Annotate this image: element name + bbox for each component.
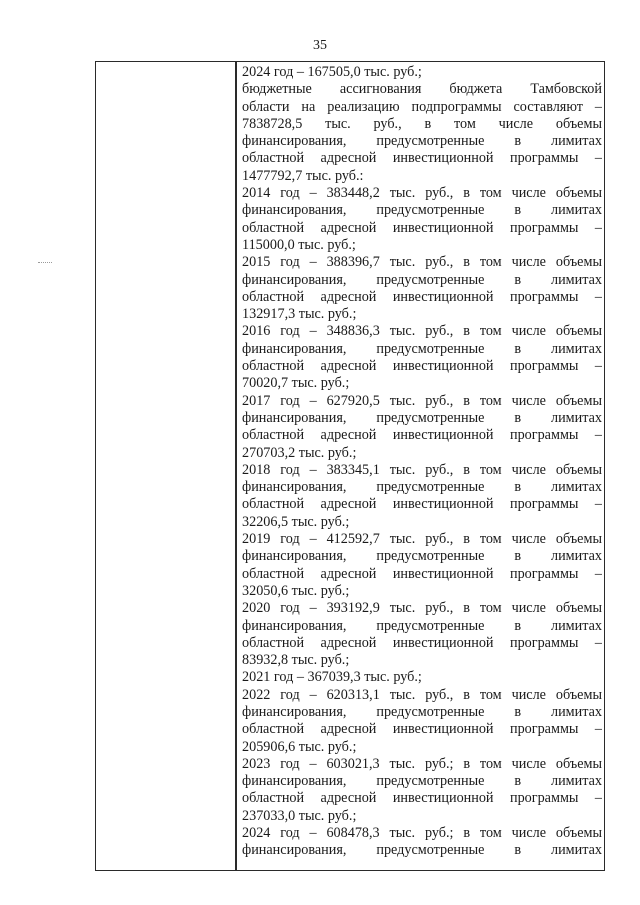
text-line: финансирования, предусмотренные в лимитах xyxy=(242,842,602,859)
text-line: 7838728,5 тыс. руб., в том числе объемы xyxy=(242,115,602,132)
text-line: 83932,8 тыс. руб.; xyxy=(242,652,350,669)
column-divider xyxy=(235,61,237,871)
text-line: финансирования, предусмотренные в лимитах xyxy=(242,133,602,150)
text-line: 32050,6 тыс. руб.; xyxy=(242,582,350,599)
text-line: бюджетные ассигнования бюджета Тамбовской xyxy=(242,81,602,98)
text-line: 2014 год – 383448,2 тыс. руб., в том числе объемы xyxy=(242,185,602,202)
text-line: 2019 год – 412592,7 тыс. руб., в том числе объемы xyxy=(242,531,602,548)
text-line: 2016 год – 348836,3 тыс. руб., в том числе объемы xyxy=(242,323,602,340)
text-line: 2017 год – 627920,5 тыс. руб., в том числе объемы xyxy=(242,392,602,409)
text-line: областной адресной инвестиционной программы – xyxy=(242,358,602,375)
text-line: 2022 год – 620313,1 тыс. руб., в том числе объемы xyxy=(242,686,602,703)
text-line: областной адресной инвестиционной программы – xyxy=(242,150,602,167)
text-line: областной адресной инвестиционной программы – xyxy=(242,219,602,236)
text-line: областной адресной инвестиционной программы – xyxy=(242,427,602,444)
text-line: 132917,3 тыс. руб.; xyxy=(242,306,357,323)
text-line: областной адресной инвестиционной программы – xyxy=(242,288,602,305)
text-line: 270703,2 тыс. руб.; xyxy=(242,444,357,461)
text-line: финансирования, предусмотренные в лимитах xyxy=(242,773,602,790)
text-line: финансирования, предусмотренные в лимитах xyxy=(242,548,602,565)
text-line: 32206,5 тыс. руб.; xyxy=(242,513,350,530)
table-content-cell xyxy=(242,64,602,860)
text-line: областной адресной инвестиционной программы – xyxy=(242,634,602,651)
page-number: 35 xyxy=(313,38,327,53)
text-line: областной адресной инвестиционной программы – xyxy=(242,721,602,738)
text-line: 2021 год – 367039,3 тыс. руб.; xyxy=(242,669,422,686)
text-line: финансирования, предусмотренные в лимитах xyxy=(242,202,602,219)
text-line: 70020,7 тыс. руб.; xyxy=(242,375,350,392)
text-line: 2015 год – 388396,7 тыс. руб., в том числе объемы xyxy=(242,254,602,271)
text-line: 2023 год – 603021,3 тыс. руб.; в том числе объемы xyxy=(242,755,602,772)
text-line: областной адресной инвестиционной программы – xyxy=(242,496,602,513)
text-line: 2018 год – 383345,1 тыс. руб., в том числе объемы xyxy=(242,461,602,478)
text-line: финансирования, предусмотренные в лимитах xyxy=(242,479,602,496)
text-line: 237033,0 тыс. руб.; xyxy=(242,807,357,824)
text-line: областной адресной инвестиционной программы – xyxy=(242,565,602,582)
text-line: 1477792,7 тыс. руб.: xyxy=(242,167,364,184)
text-line: финансирования, предусмотренные в лимитах xyxy=(242,409,602,426)
text-line: финансирования, предусмотренные в лимитах xyxy=(242,271,602,288)
text-line: 2020 год – 393192,9 тыс. руб., в том числе объемы xyxy=(242,600,602,617)
text-line: областной адресной инвестиционной программы – xyxy=(242,790,602,807)
text-line: финансирования, предусмотренные в лимитах xyxy=(242,617,602,634)
text-line: финансирования, предусмотренные в лимитах xyxy=(242,340,602,357)
text-line: 205906,6 тыс. руб.; xyxy=(242,738,357,755)
text-line: 115000,0 тыс. руб.; xyxy=(242,236,356,253)
text-line: 2024 год – 608478,3 тыс. руб.; в том числе объемы xyxy=(242,825,602,842)
margin-mark xyxy=(38,262,52,263)
text-line: 2024 год – 167505,0 тыс. руб.; xyxy=(242,64,422,80)
text-line: финансирования, предусмотренные в лимитах xyxy=(242,703,602,720)
text-line: области на реализацию подпрограммы составляют – xyxy=(242,98,602,115)
